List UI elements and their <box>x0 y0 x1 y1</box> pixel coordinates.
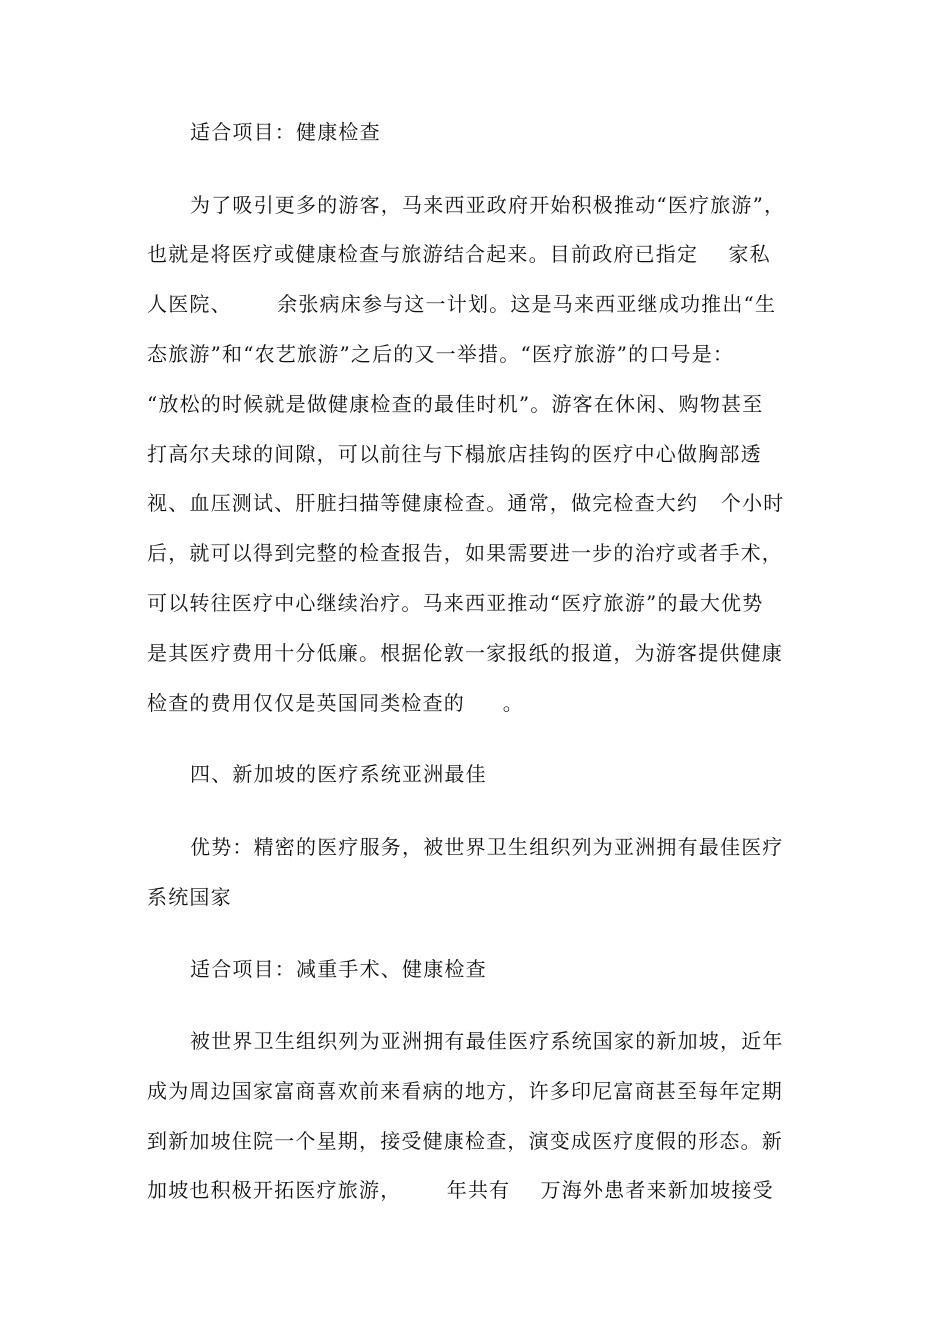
paragraph-malaysia-line-8: 后，就可以得到完整的检查报告，如果需要进一步的治疗或者手术， <box>147 541 783 565</box>
paragraph-malaysia-line-3: 人医院、 余张病床参与这一计划。这是马来西亚继成功推出“生 <box>147 292 777 316</box>
paragraph-singapore-line-2: 成为周边国家富商喜欢前来看病的地方，许多印尼富商甚至每年定期 <box>147 1079 783 1103</box>
paragraph-malaysia-line-1: 为了吸引更多的游客，马来西亚政府开始积极推动“医疗旅游”， <box>190 193 786 217</box>
paragraph-malaysia-line-11: 检查的费用仅仅是英国同类检查的 。 <box>147 691 524 715</box>
paragraph-malaysia-line-10: 是其医疗费用十分低廉。根据伦敦一家报纸的报道，为游客提供健康 <box>147 641 783 665</box>
paragraph-malaysia-line-2: 也就是将医疗或健康检查与旅游结合起来。目前政府已指定 家私 <box>147 242 771 266</box>
paragraph-singapore-line-3: 到新加坡住院一个星期，接受健康检查，演变成医疗度假的形态。新 <box>147 1129 783 1153</box>
advantage-line-2: 系统国家 <box>147 885 232 909</box>
paragraph-malaysia-line-6: 打高尔夫球的间隙，可以前往与下榻旅店挂钩的医疗中心做胸部透 <box>147 442 762 466</box>
section-heading-singapore: 四、新加坡的医疗系统亚洲最佳 <box>190 762 487 786</box>
paragraph-malaysia-line-7: 视、血压测试、肝脏扫描等健康检查。通常，做完检查大约 个小时 <box>147 491 785 515</box>
suitable-items-line-2: 适合项目：减重手术、健康检查 <box>190 957 487 981</box>
suitable-items-line-1: 适合项目：健康检查 <box>190 120 381 144</box>
advantage-line-1: 优势：精密的医疗服务，被世界卫生组织列为亚洲拥有最佳医疗 <box>190 835 784 859</box>
paragraph-malaysia-line-5: “放松的时候就是做健康检查的最佳时机”。游客在休闲、购物甚至 <box>147 392 764 416</box>
paragraph-singapore-line-1: 被世界卫生组织列为亚洲拥有最佳医疗系统国家的新加坡，近年 <box>190 1029 784 1053</box>
paragraph-malaysia-line-9: 可以转往医疗中心继续治疗。马来西亚推动“医疗旅游”的最大优势 <box>147 591 764 615</box>
paragraph-singapore-line-4: 加坡也积极开拓医疗旅游， 年共有 万海外患者来新加坡接受 <box>147 1178 774 1202</box>
paragraph-malaysia-line-4: 态旅游”和“农艺旅游”之后的又一举措。“医疗旅游”的口号是： <box>147 342 735 366</box>
